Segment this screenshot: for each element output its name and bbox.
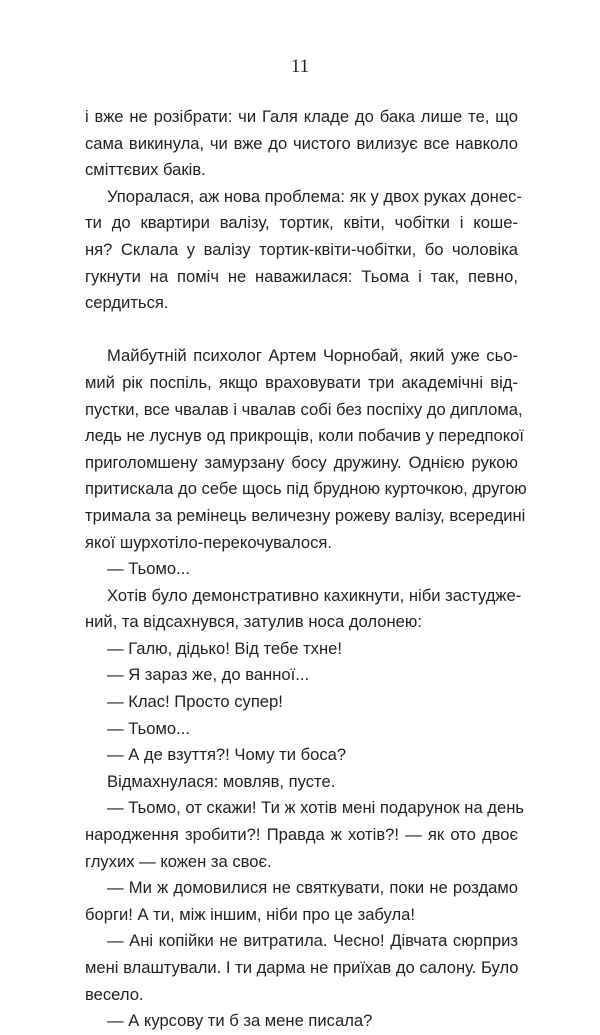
paragraph [85, 1008, 518, 1035]
page-number: 11 [290, 56, 310, 77]
paragraph [85, 343, 527, 556]
text-line: — Ми ж домовилися не святкувати, поки не роздамо [107, 878, 518, 898]
text-line: сердиться. [85, 293, 169, 313]
text-line: — А курсову ти б за мене писала? [107, 1011, 373, 1031]
text-line: — Тьомо... [107, 718, 190, 738]
text-line: — Ані копійки не витратила. Чесно! Дівчата сюрприз [107, 931, 518, 951]
text-line: — Тьомо, от скажи! Ти ж хотів мені подарунок на день [107, 798, 525, 818]
paragraph [85, 104, 518, 184]
text-line: якої шурхотіло-перекочувалося. [85, 532, 333, 552]
text-line: — Я зараз же, до ванної... [107, 665, 310, 685]
paragraph [85, 583, 522, 636]
text-line: ний, та відсахнувся, затулив носа долонею: [85, 612, 422, 632]
paragraph [85, 769, 518, 796]
text-line: — Клас! Просто супер! [107, 692, 283, 712]
text-line: глухих — кожен за своє. [85, 851, 272, 871]
paragraph [85, 184, 522, 317]
paragraph [85, 716, 518, 743]
paragraph [85, 875, 518, 928]
text-line: сама викинула, чи вже до чистого вилизує все навколо [85, 133, 518, 153]
text-line: мий рік поспіль, якщо враховувати три академічні від- [85, 372, 518, 392]
text-line: Відмахнулася: мовляв, пусте. [107, 771, 336, 791]
text-line: приголомшену замурзану босу дружину. Однією рукою [85, 452, 518, 472]
text-line: ня? Склала у валізу тортик-квіти-чобітки, бо чоловіка [85, 239, 518, 259]
text-line: весело. [85, 984, 144, 1004]
text-line: сміттєвих баків. [85, 160, 206, 180]
paragraph [85, 928, 518, 1008]
paragraph [85, 662, 518, 689]
paragraph [85, 636, 518, 663]
text-line: мені влаштували. І ти дарма не приїхав до салону. Було [85, 958, 519, 977]
text-line: — Галю, дідько! Від тебе тхне! [107, 638, 342, 658]
paragraph [85, 689, 518, 716]
paragraph [85, 795, 525, 875]
text-line: притискала до себе щось під брудною курточкою, другою [85, 479, 527, 499]
text-line: і вже не розібрати: чи Галя кладе до бака лише те, що [85, 107, 518, 126]
text-line: гукнути на поміч не наважилася: Тьома і так, певно, [85, 266, 518, 286]
paragraph [85, 742, 518, 769]
text-line: Хотів було демонстративно кахикнути, ніби застудже- [107, 585, 522, 605]
body-text [85, 104, 527, 1035]
paragraph [85, 556, 518, 583]
text-line: борги! А ти, між іншим, ніби про це забула! [85, 904, 416, 924]
text-line: народження зробити?! Правда ж хотів?! — як ото двоє [85, 825, 518, 845]
text-line: — Тьомо... [107, 559, 190, 579]
text-line: ти до квартири валізу, тортик, квіти, чобітки і коше- [85, 213, 518, 233]
text-line: пустки, все чвалав і чвалав собі без поспіху до диплома, [85, 399, 523, 419]
text-line: тримала за ремінець величезну рожеву валізу, всередині [85, 505, 526, 525]
text-line: — А де взуття?! Чому ти боса? [107, 745, 347, 765]
text-line: Упоралася, аж нова проблема: як у двох руках донес- [107, 186, 522, 206]
section-break [85, 317, 518, 344]
text-line: ледь не луснув од прикрощів, коли побачив у передпокої [85, 426, 525, 446]
text-line: Майбутній психолог Артем Чорнобай, який уже сьо- [107, 346, 518, 366]
